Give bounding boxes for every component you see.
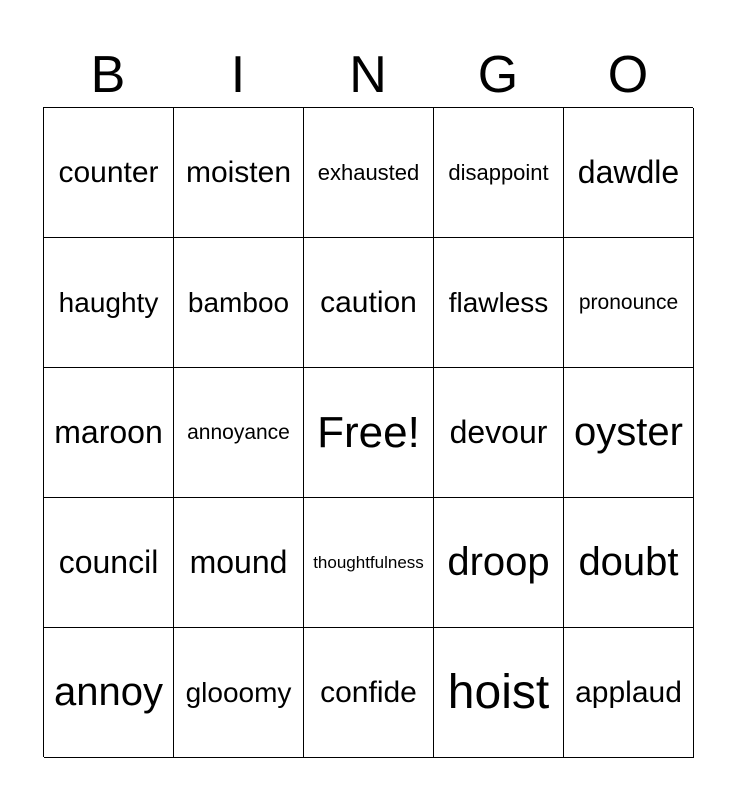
header-letter-n: N <box>349 46 387 104</box>
bingo-cell[interactable]: doubt <box>564 498 694 628</box>
bingo-cell[interactable]: moisten <box>174 108 304 238</box>
bingo-cell[interactable]: exhausted <box>304 108 434 238</box>
header-letter-b: B <box>90 46 126 104</box>
bingo-cell[interactable]: counter <box>44 108 174 238</box>
bingo-cell[interactable]: annoy <box>44 628 174 758</box>
bingo-cell[interactable]: glooomy <box>174 628 304 758</box>
bingo-cell[interactable]: bamboo <box>174 238 304 368</box>
bingo-cell[interactable]: caution <box>304 238 434 368</box>
bingo-cell[interactable]: council <box>44 498 174 628</box>
bingo-cell[interactable]: pronounce <box>564 238 694 368</box>
bingo-cell[interactable]: mound <box>174 498 304 628</box>
header-letter-o: O <box>607 46 649 104</box>
bingo-cell[interactable]: hoist <box>434 628 564 758</box>
bingo-cell[interactable]: thoughtfulness <box>304 498 434 628</box>
bingo-cell[interactable]: devour <box>434 368 564 498</box>
bingo-cell[interactable]: flawless <box>434 238 564 368</box>
header-letter-g: G <box>477 46 519 104</box>
bingo-cell[interactable]: disappoint <box>434 108 564 238</box>
bingo-cell[interactable]: dawdle <box>564 108 694 238</box>
bingo-cell[interactable]: maroon <box>44 368 174 498</box>
bingo-cell[interactable]: confide <box>304 628 434 758</box>
bingo-header <box>43 46 693 104</box>
bingo-cell[interactable]: droop <box>434 498 564 628</box>
bingo-cell[interactable]: annoyance <box>174 368 304 498</box>
header-letter-i: I <box>230 46 246 104</box>
bingo-board <box>43 107 693 757</box>
bingo-cell[interactable]: haughty <box>44 238 174 368</box>
bingo-free-cell[interactable]: Free! <box>304 368 434 498</box>
bingo-cell[interactable]: oyster <box>564 368 694 498</box>
bingo-cell[interactable]: applaud <box>564 628 694 758</box>
